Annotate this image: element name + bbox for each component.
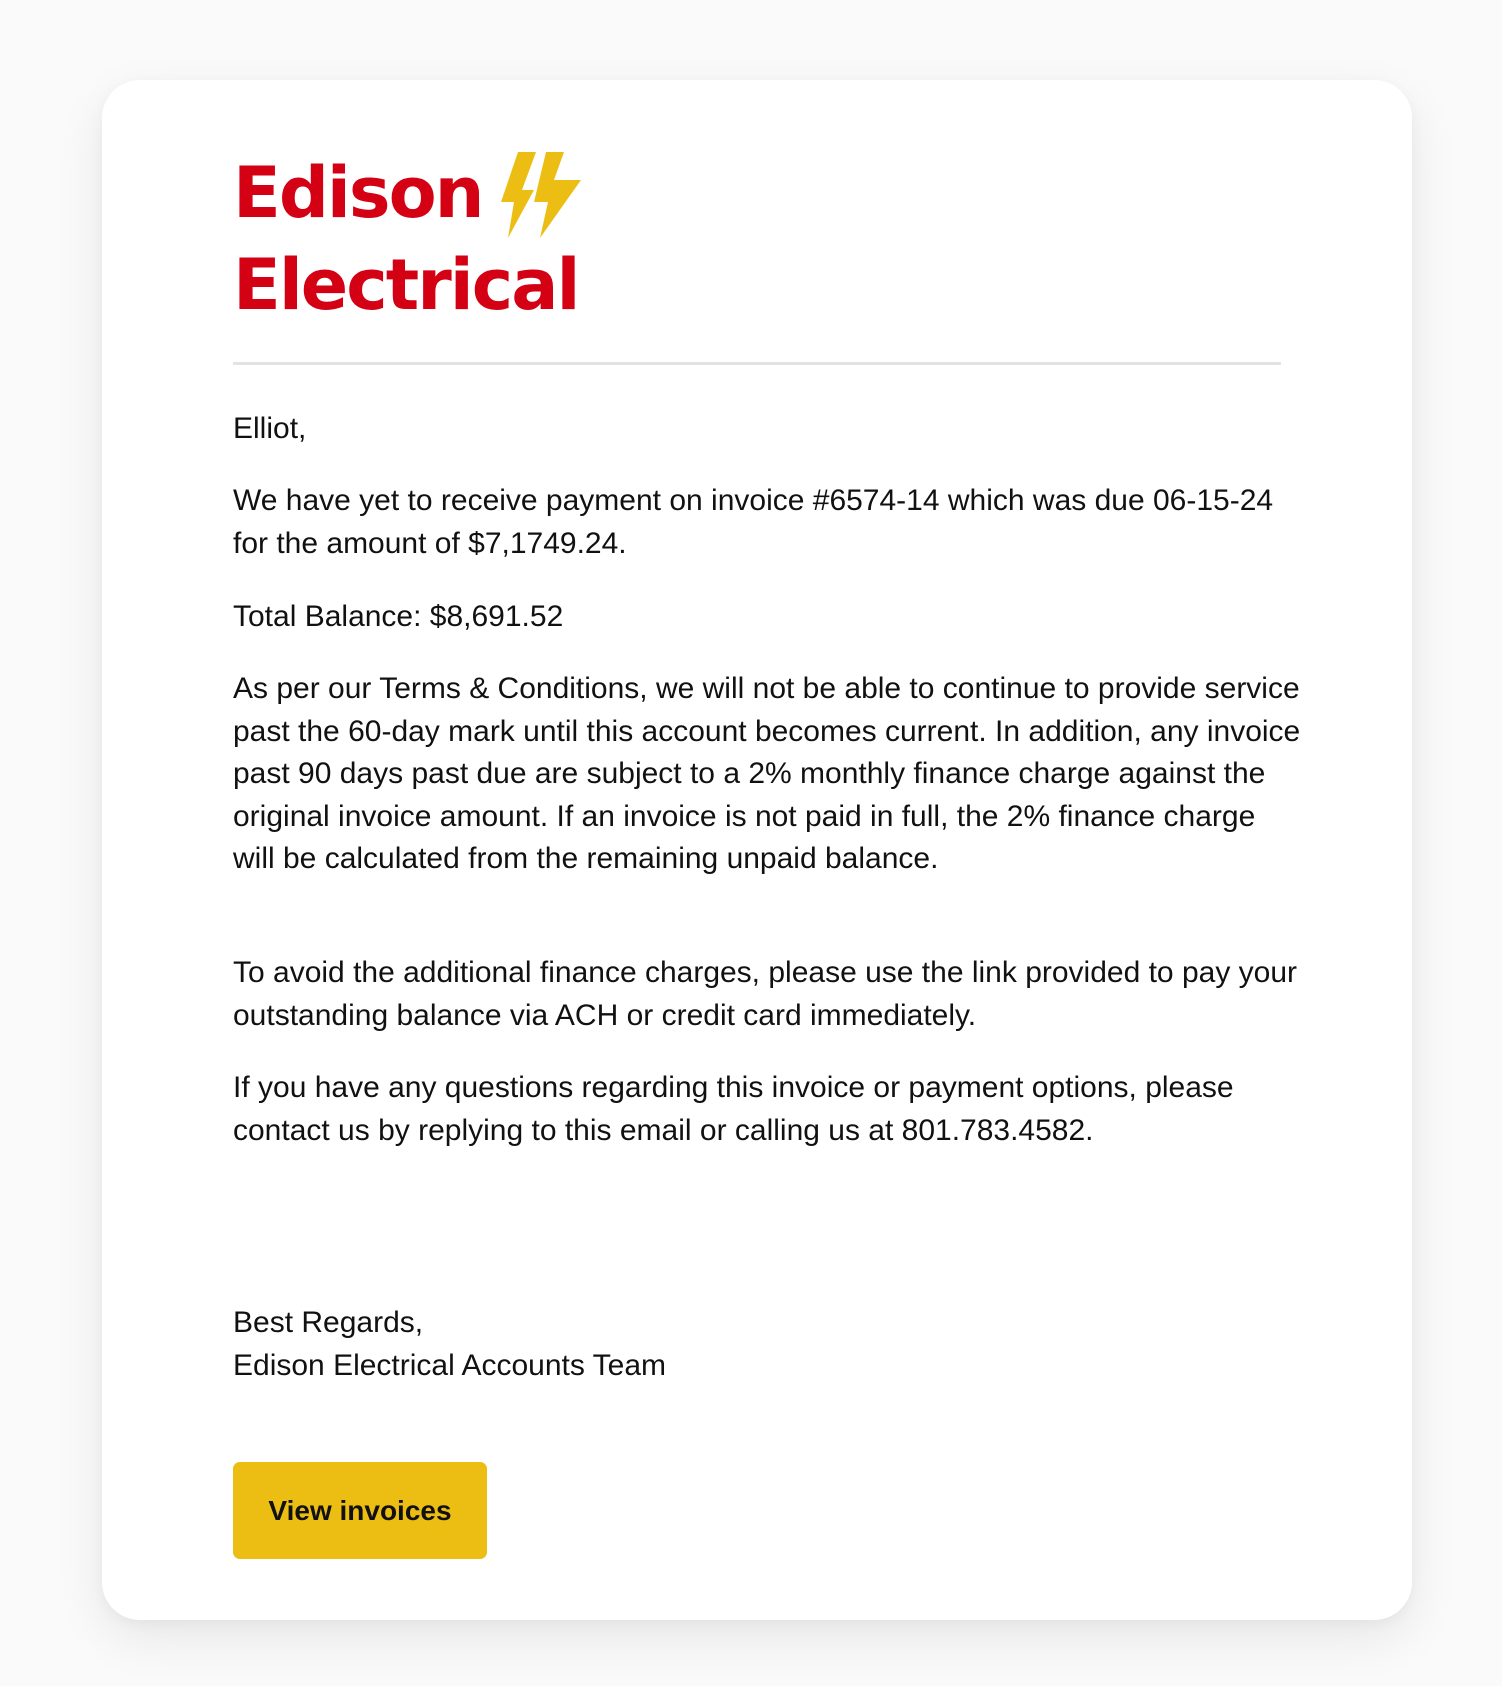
- terms-paragraph: As per our Terms & Conditions, we will not be able to continue to provide service past the 60-day mark until this account becomes current. In addition, any invoice past 90 days past due are subject to a 2% monthly finance charge against the original invoice amount. If an invoice is not paid in full, the 2% finance charge will be calculated from the remaining unpaid balance.: [233, 672, 1301, 875]
- finance-charges-paragraph: To avoid the additional finance charges, please use the link provided to pay your outstanding balance via ACH or credit card immediately.: [233, 956, 1298, 1032]
- company-logo: [233, 150, 633, 326]
- header-divider: [233, 362, 1281, 365]
- signoff-team: Edison Electrical Accounts Team: [233, 1348, 666, 1382]
- total-balance: Total Balance: $8,691.52: [233, 600, 564, 633]
- email-greeting: Elliot,: [233, 412, 307, 445]
- contact-paragraph: If you have any questions regarding this invoice or payment options, please contact us by replying to this email or calling us at 801.783.4582.: [233, 1071, 1234, 1147]
- logo-text-line1: Edison: [233, 152, 483, 234]
- email-signoff: [233, 1302, 1303, 1387]
- signoff-closing: Best Regards,: [233, 1306, 424, 1339]
- lightning-bolt-icon: [488, 150, 583, 242]
- logo-text-line2: Electrical: [233, 244, 579, 326]
- overdue-invoice-paragraph: We have yet to receive payment on invoice #6574-14 which was due 06-15-24 for the amount of $7,1749.24.: [233, 484, 1274, 560]
- view-invoices-button[interactable]: View invoices: [233, 1462, 487, 1559]
- email-card: [102, 80, 1412, 1620]
